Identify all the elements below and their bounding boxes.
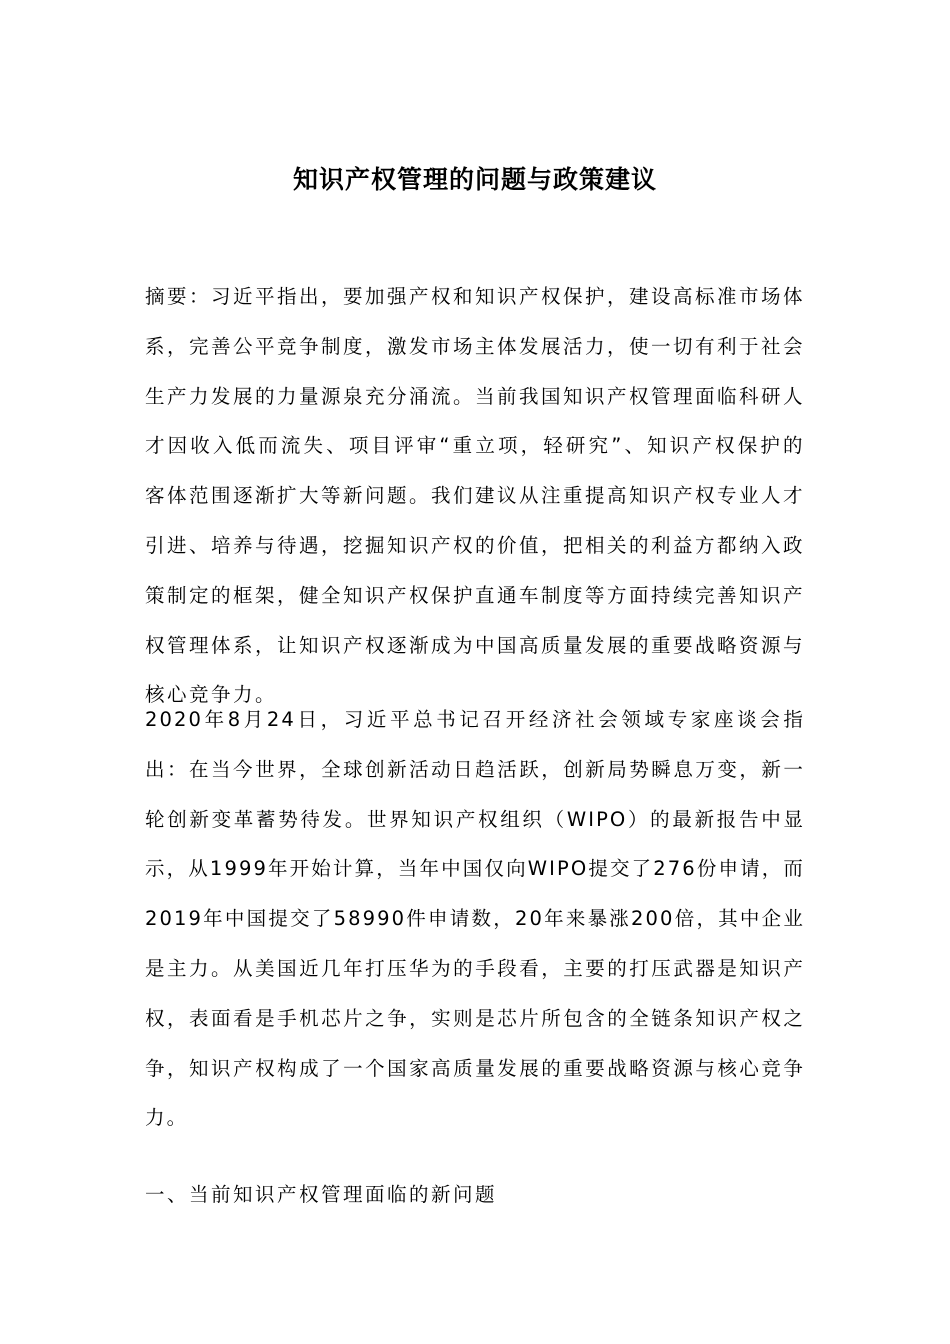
section-heading: 一、当前知识产权管理面临的新问题 (145, 1183, 498, 1206)
document-title: 知识产权管理的问题与政策建议 (292, 165, 657, 194)
abstract-paragraph: 摘要：习近平指出，要加强产权和知识产权保护，建设高标准市场体系，完善公平竞争制度，激发市场主体发展活力，使一切有利于社会生产力发展的力量源泉充分涌流。当前我国知识产权管理面临科研人才因收入低而流失、项目评审“重立项，轻研究”、知识产权保护的客体范围逐渐扩大等新问题。我们建议从注重提高知识产权专业人才引进、培养与待遇，挖掘知识产权的价值，把相关的利益方都纳入政策制定的框架，健全知识产权保护直通车制度等方面持续完善知识产权管理体系，让知识产权逐渐成为中国高质量发展的重要战略资源与核心竞争力。 (145, 285, 806, 707)
body-paragraph: 2020年8月24日，习近平总书记召开经济社会领域专家座谈会指出：在当今世界，全球创新活动日趋活跃，创新局势瞬息万变，新一轮创新变革蓄势待发。世界知识产权组织（WIPO）的最新报告中显示，从1999年开始计算，当年中国仅向WIPO提交了276份申请，而2019年中国提交了58990件申请数，20年来暴涨200倍，其中企业是主力。从美国近几年打压华为的手段看，主要的打压武器是知识产权，表面看是手机芯片之争，实则是芯片所包含的全链条知识产权之争，知识产权构成了一个国家高质量发展的重要战略资源与核心竞争力。 (145, 708, 805, 1130)
